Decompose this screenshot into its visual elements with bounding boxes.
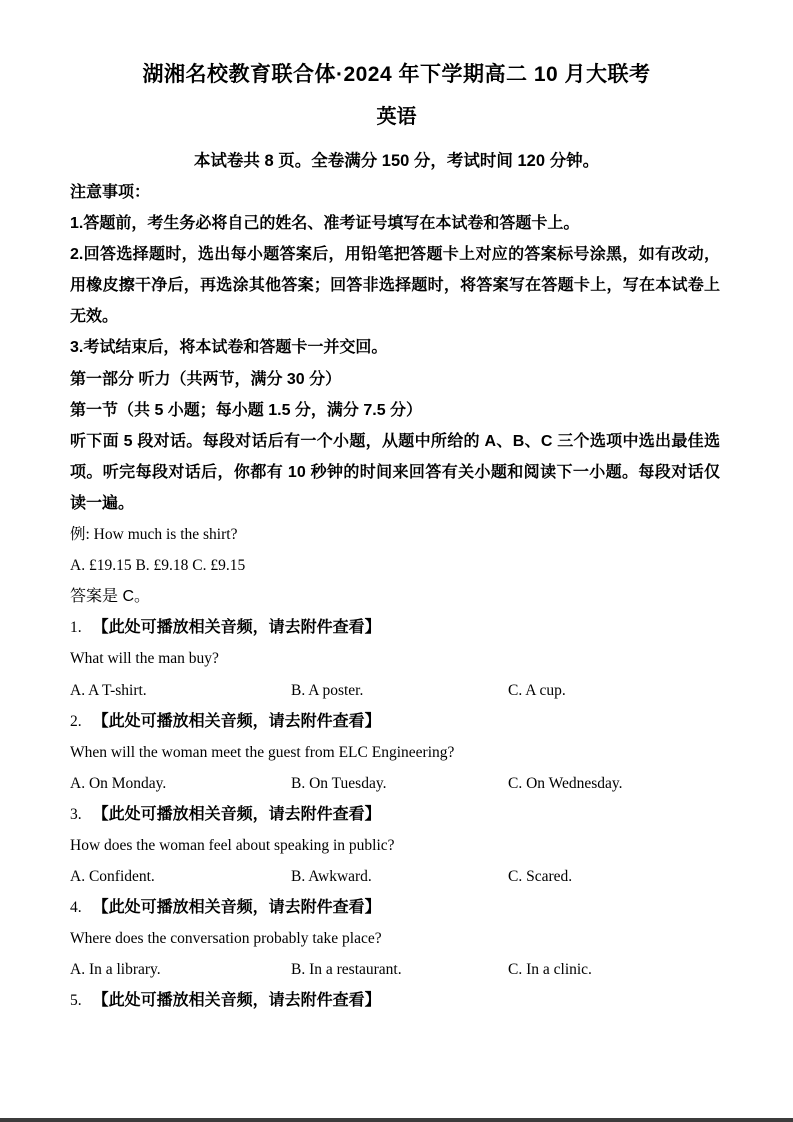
part1-heading: 第一部分 听力（共两节，满分 30 分）	[70, 370, 342, 388]
question-3-option-c: C. Scared.	[508, 868, 573, 886]
note-item-2: 2.回答选择题时，选出每小题答案后，用铅笔把答题卡上对应的答案标号涂黑，如有改动，用橡皮擦干净后，再选涂其他答案；回答非选择题时，将答案写在答题卡上，写在本试卷上无效。	[70, 246, 720, 326]
question-2-audio-note: 【此处可播放相关音频，请去附件查看】	[92, 712, 381, 730]
section1-instructions: 听下面 5 段对话。每段对话后有一个小题，从题中所给的 A、B、C 三个选项中选出最佳选项。听完每段对话后，你都有 10 秒钟的时间来回答有关小题和阅读下一小题。每段对话仅读一遍。	[70, 432, 720, 512]
question-3-number: 3.	[70, 805, 82, 823]
question-4-audio-note: 【此处可播放相关音频，请去附件查看】	[92, 899, 381, 917]
question-2-text: When will the woman meet the guest from ELC Engineering?	[70, 743, 455, 761]
section1-heading: 第一节（共 5 小题；每小题 1.5 分，满分 7.5 分）	[70, 401, 423, 419]
question-4-number: 4.	[70, 899, 82, 917]
question-4-options	[70, 954, 720, 985]
example-question: 例: How much is the shirt?	[70, 526, 238, 544]
question-1-audio-note: 【此处可播放相关音频，请去附件查看】	[92, 619, 381, 637]
question-2-number: 2.	[70, 712, 82, 730]
note-item-1: 1.答题前，考生务必将自己的姓名、准考证号填写在本试卷和答题卡上。	[70, 215, 580, 233]
question-2-audio-line	[70, 706, 720, 737]
question-5-audio-line	[70, 985, 720, 1016]
question-1-text: What will the man buy?	[70, 650, 219, 668]
question-2-option-c: C. On Wednesday.	[508, 774, 623, 792]
question-4-text: Where does the conversation probably take place?	[70, 930, 382, 948]
question-5-audio-note: 【此处可播放相关音频，请去附件查看】	[92, 992, 381, 1010]
question-3-options	[70, 861, 720, 892]
question-4-audio-line	[70, 892, 720, 923]
question-3-text: How does the woman feel about speaking in public?	[70, 836, 395, 854]
question-4-option-c: C. In a clinic.	[508, 961, 592, 979]
question-1-audio-line	[70, 612, 720, 643]
question-1-option-a: A. A T-shirt.	[70, 681, 147, 699]
page-bottom-divider	[0, 1118, 793, 1122]
example-options: A. £19.15 B. £9.18 C. £9.15	[70, 557, 246, 575]
question-4-option-b: B. In a restaurant.	[291, 961, 402, 979]
exam-info-line: 本试卷共 8 页。全卷满分 150 分，考试时间 120 分钟。	[193, 152, 600, 170]
question-2-option-b: B. On Tuesday.	[291, 774, 387, 792]
exam-body	[70, 177, 720, 1017]
question-3-option-a: A. Confident.	[70, 868, 155, 886]
question-2-options	[70, 768, 720, 799]
notes-heading: 注意事项：	[70, 184, 151, 201]
question-2-option-a: A. On Monday.	[70, 774, 167, 792]
note-item-3: 3.考试结束后，将本试卷和答题卡一并交回。	[70, 339, 388, 357]
question-3-audio-note: 【此处可播放相关音频，请去附件查看】	[92, 805, 381, 823]
example-answer: 答案是 C。	[70, 588, 151, 606]
question-1-number: 1.	[70, 619, 82, 637]
question-1-option-b: B. A poster.	[291, 681, 364, 699]
question-1-options	[70, 675, 720, 706]
question-3-audio-line	[70, 799, 720, 830]
exam-subject: 英语	[376, 106, 417, 128]
question-1-option-c: C. A cup.	[508, 681, 566, 699]
exam-title: 湖湘名校教育联合体·2024 年下学期高二 10 月大联考	[142, 63, 651, 86]
question-3-option-b: B. Awkward.	[291, 868, 372, 886]
question-5-number: 5.	[70, 992, 82, 1010]
question-4-option-a: A. In a library.	[70, 961, 161, 979]
